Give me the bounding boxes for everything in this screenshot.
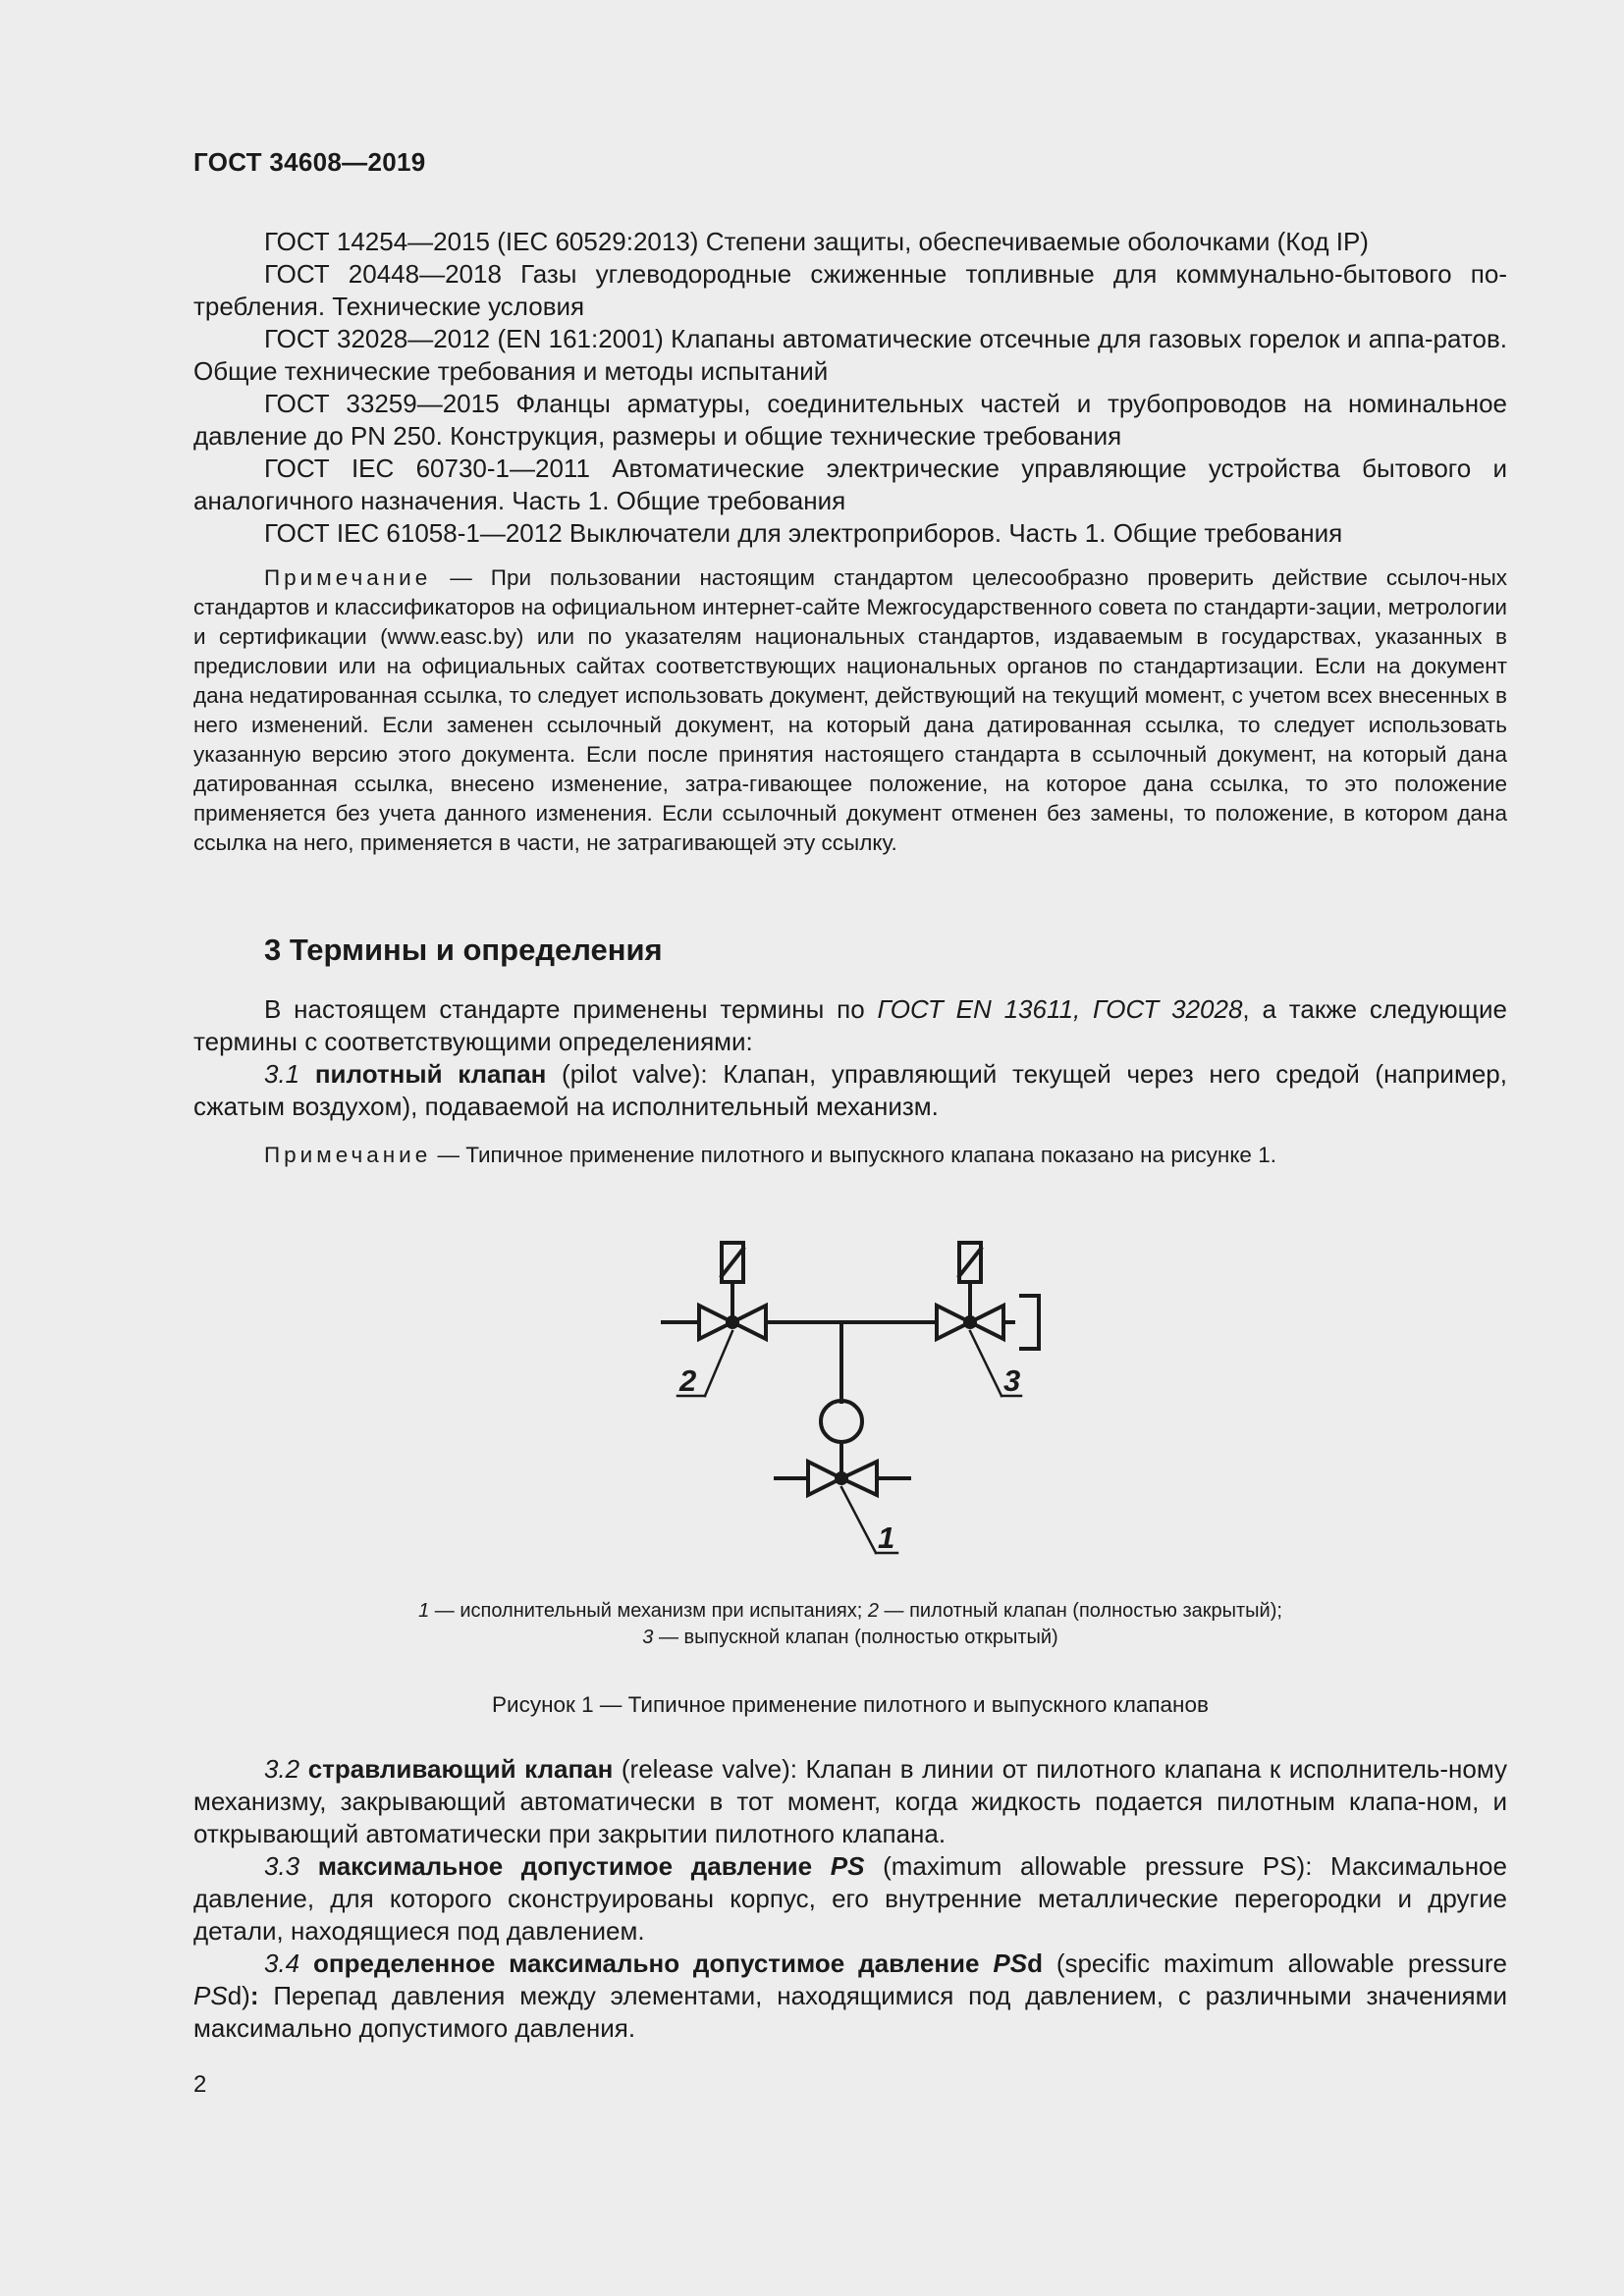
term-definition: Перепад давления между элементами, находящимися под давлением, с различными значениями максимально допустимого давления. bbox=[193, 1981, 1507, 2043]
pilot-valve-icon bbox=[699, 1243, 766, 1339]
definition-3-3 bbox=[193, 1850, 1507, 1948]
term-number: 3.1 bbox=[264, 1059, 300, 1089]
reference-item: ГОСТ 14254—2015 (IEC 60529:2013) Степени защиты, обеспечиваемые оболочками (Код IP) bbox=[264, 227, 1369, 256]
reference-item: ГОСТ IEC 60730-1—2011 Автоматические электрические управляющие устройства бытового и аналогичного назначения. Часть 1. Общие требования bbox=[193, 454, 1507, 515]
legend-num: 1 bbox=[418, 1600, 430, 1622]
leader-2 bbox=[705, 1331, 732, 1396]
term-number: 3.2 bbox=[264, 1754, 300, 1784]
term-name: пилотный клапан bbox=[314, 1059, 547, 1089]
term-definition: (maximum allowable pressure PS): Максимальное давление, для которого сконструированы корпус, его внутренние металлические перегородки и другие детали, находящиеся под давлением. bbox=[193, 1851, 1507, 1946]
reference-item: ГОСТ 33259—2015 Фланцы арматуры, соединительных частей и трубопроводов на номинальное давление до PN 250. Конструкция, размеры и общие технические требования bbox=[193, 389, 1507, 451]
term-name: стравливающий клапан bbox=[307, 1754, 614, 1784]
legend-num: 2 bbox=[867, 1600, 879, 1622]
figure-caption: Рисунок 1 — Типичное применение пилотного и выпускного клапанов bbox=[492, 1692, 1209, 1717]
legend-text: — пилотный клапан (полностью закрытый); bbox=[878, 1600, 1282, 1622]
references-note bbox=[193, 563, 1507, 858]
intro-refs: ГОСТ EN 13611, ГОСТ 32028 bbox=[877, 994, 1243, 1024]
term-definition: (pilot valve): Клапан, управляющий текущей через него средой (например, сжатым воздухом), подаваемой на исполнительный механизм. bbox=[193, 1059, 1507, 1121]
section-title: 3 Термины и определения bbox=[264, 933, 663, 967]
reference-item: ГОСТ IEC 61058-1—2012 Выключатели для электроприборов. Часть 1. Общие требования bbox=[264, 518, 1343, 548]
section-intro bbox=[193, 993, 1507, 1123]
page-number: 2 bbox=[193, 2071, 207, 2098]
reference-item: ГОСТ 32028—2012 (EN 161:2001) Клапаны автоматические отсечные для газовых горелок и аппа-ратов. Общие технические требования и методы испытаний bbox=[193, 324, 1507, 386]
term-number: 3.3 bbox=[264, 1851, 300, 1881]
release-valve-icon bbox=[937, 1243, 1039, 1349]
term-definition: d) bbox=[227, 1981, 250, 2010]
note-label: Примечание bbox=[264, 1143, 432, 1167]
label-2: 2 bbox=[679, 1363, 697, 1398]
label-3: 3 bbox=[1003, 1363, 1021, 1398]
term-symbol: PS bbox=[193, 1981, 228, 2010]
term-symbol: PS bbox=[993, 1949, 1028, 1978]
definition-3-4 bbox=[193, 1948, 1507, 2045]
term-definition: (release valve): Клапан в линии от пилотного клапана к исполнитель-ному механизму, закрывающий автоматически в тот момент, когда жидкость подается пилотным клапа-ном, и открывающий автоматически при закрытии пилотного клапана. bbox=[193, 1754, 1507, 1848]
term-name: определенное максимально допустимое давление bbox=[313, 1949, 994, 1978]
legend-text: — выпускной клапан (полностью открытый) bbox=[653, 1627, 1058, 1648]
figure-legend bbox=[193, 1598, 1507, 1651]
note-text: — Типичное применение пилотного и выпускного клапана показано на рисунке 1. bbox=[431, 1143, 1276, 1167]
label-1: 1 bbox=[878, 1521, 895, 1555]
document-header: ГОСТ 34608—2019 bbox=[193, 147, 426, 177]
term-symbol: PS bbox=[830, 1851, 865, 1881]
reference-item: ГОСТ 20448—2018 Газы углеводородные сжиженные топливные для коммунально-бытового по-требления. Технические условия bbox=[193, 259, 1507, 321]
valve-schematic-figure bbox=[648, 1227, 1080, 1561]
leader-3 bbox=[970, 1331, 1001, 1396]
term-symbol-suffix: d bbox=[1027, 1949, 1043, 1978]
leader-1 bbox=[841, 1487, 876, 1553]
figure-note bbox=[193, 1141, 1507, 1170]
intro-text: В настоящем стандарте применены термины по bbox=[264, 994, 878, 1024]
term-name: максимальное допустимое давление bbox=[317, 1851, 831, 1881]
note-text: — При пользовании настоящим стандартом целесообразно проверить действие ссылоч-ных стандартов и классификаторов на официальном интернет-сайте Межгосударственного совета по стандарти-зации, метрологии и сертификации (www.easc.by) или по указателям национальных стандартов, издаваемым в государствах, указанных в предисловии или на официальных сайтах соответствующих национальных органов по стандартизации. Если на документ дана недатированная ссылка, то следует использовать документ, действующий на текущий момент, с учетом всех внесенных в него изменений. Если заменен ссылочный документ, на который дана датированная ссылка, то следует использовать указанную версию этого документа. Если после принятия настоящего стандарта в ссылочный документ, на который дана датированная ссылка, внесено изменение, затра-гивающее положение, на которое дана ссылка, то это положение применяется без учета данного изменения. Если ссылочный документ отменен без замены, то положение, в котором дана ссылка на него, применяется в части, не затрагивающей эту ссылку. bbox=[193, 565, 1507, 855]
term-number: 3.4 bbox=[264, 1949, 300, 1978]
normative-references bbox=[193, 226, 1507, 550]
term-definition: (specific maximum allowable pressure bbox=[1042, 1949, 1507, 1978]
legend-num: 3 bbox=[642, 1627, 654, 1648]
definitions bbox=[193, 1753, 1507, 2045]
legend-text: — исполнительный механизм при испытаниях; bbox=[429, 1600, 868, 1622]
intro-text-end: , а также следующие термины с соответствующими определениями: bbox=[193, 994, 1507, 1056]
definition-3-2 bbox=[193, 1753, 1507, 1850]
note-label: Примечание bbox=[264, 565, 432, 590]
actuator-valve-icon bbox=[808, 1401, 877, 1495]
term-colon: : bbox=[249, 1981, 259, 2010]
